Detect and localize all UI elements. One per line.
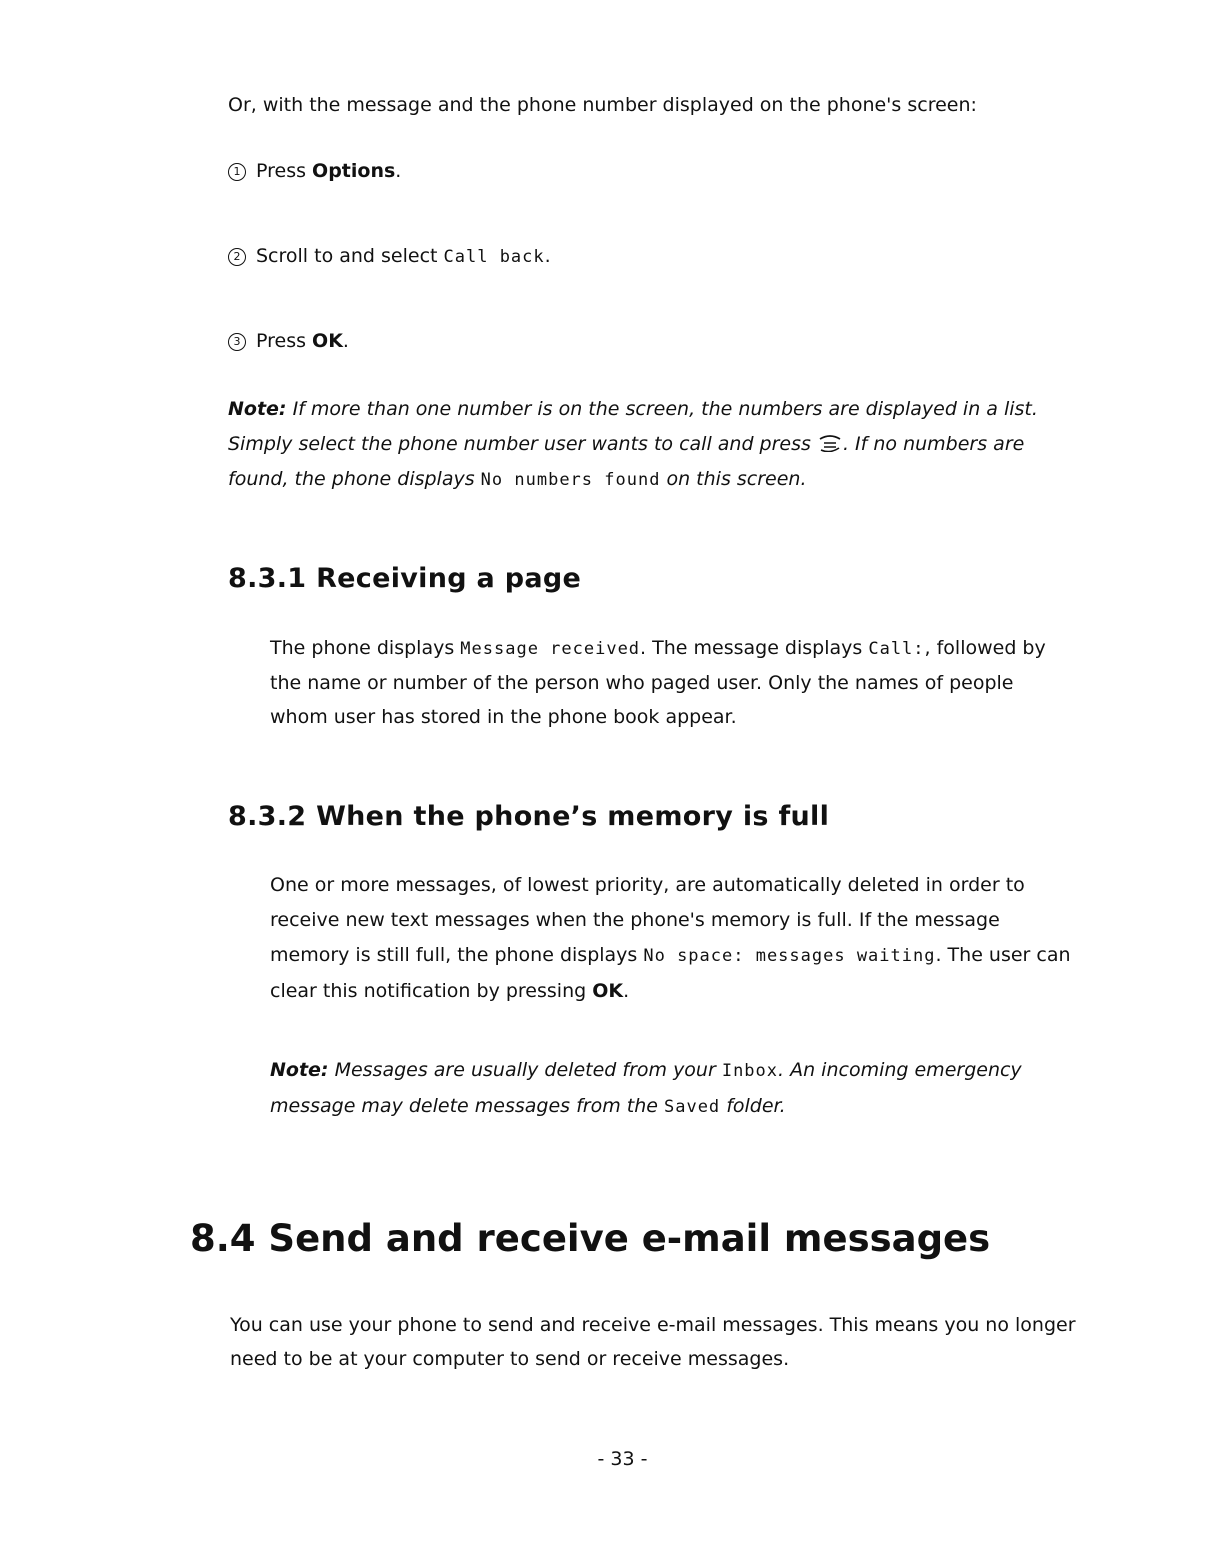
receiving-page-paragraph bbox=[270, 631, 1070, 734]
receiving-text-a: The phone displays bbox=[270, 637, 461, 659]
step-3 bbox=[228, 330, 349, 352]
step-number-2: 2 bbox=[228, 248, 246, 266]
memory-text-c: . bbox=[623, 980, 630, 1002]
folder-inbox: Inbox bbox=[721, 1061, 779, 1081]
step-2-text: Scroll to and select bbox=[256, 245, 444, 267]
step-1-text: Press bbox=[256, 160, 313, 182]
heading-send-receive-email: 8.4 Send and receive e-mail messages bbox=[190, 1217, 991, 1260]
screen-no-space-messages-waiting: No space: messages waiting bbox=[643, 946, 936, 966]
heading-memory-full: 8.3.2 When the phone’s memory is full bbox=[228, 801, 830, 832]
note2-text-a: Messages are usually deleted from your bbox=[328, 1059, 722, 1081]
step-3-text: Press bbox=[256, 330, 313, 352]
step-1-end: . bbox=[395, 160, 402, 182]
screen-call-label: Call: bbox=[868, 639, 925, 659]
note-label-2: Note: bbox=[270, 1059, 329, 1081]
memory-full-paragraph bbox=[270, 868, 1080, 1009]
note2-text-c: folder. bbox=[720, 1095, 786, 1117]
receiving-text-c: , followed by the name or number of the person who paged user. Only the names of people whom user has stored in the phone book appear. bbox=[270, 637, 1046, 728]
intro-text: Or, with the message and the phone number displayed on the phone's screen: bbox=[228, 94, 977, 116]
note2-text-b: . An incoming emergency message may delete messages from the bbox=[270, 1059, 1022, 1117]
step-1-key: Options bbox=[312, 160, 396, 182]
note-text-c: on this screen. bbox=[660, 468, 807, 490]
note-label: Note: bbox=[228, 398, 287, 420]
memory-text-b: . The user can clear this notification by pressing bbox=[270, 944, 1071, 1002]
note-call-back bbox=[228, 392, 1088, 498]
email-paragraph: You can use your phone to send and receive e-mail messages. This means you no longer need to be at your computer to send or receive messages. bbox=[230, 1314, 1076, 1370]
step-number-1: 1 bbox=[228, 163, 246, 181]
receiving-text-b: . The message displays bbox=[640, 637, 869, 659]
step-3-end: . bbox=[342, 330, 349, 352]
screen-message-received: Message received bbox=[460, 639, 641, 659]
note-deleted-messages bbox=[270, 1053, 1030, 1125]
note-screen-message: No numbers found bbox=[480, 470, 661, 490]
step-number-3: 3 bbox=[228, 333, 246, 351]
folder-saved: Saved bbox=[663, 1097, 721, 1117]
call-key-icon bbox=[817, 434, 843, 452]
note-text-a: If more than one number is on the screen, the numbers are displayed in a list. Simply select the phone number user wants to call and press bbox=[228, 398, 1038, 455]
step-2-menu-item: Call back bbox=[443, 247, 545, 267]
page-number: - 33 - bbox=[597, 1448, 648, 1470]
step-3-key: OK bbox=[312, 330, 343, 352]
heading-receiving-a-page: 8.3.1 Receiving a page bbox=[228, 563, 582, 594]
memory-text-a: One or more messages, of lowest priority, are automatically deleted in order to receive new text messages when the phone's memory is full. If the message memory is still full, the phone displays bbox=[270, 874, 1025, 966]
step-1 bbox=[228, 160, 401, 182]
step-2-end: . bbox=[544, 245, 551, 267]
step-2 bbox=[228, 245, 551, 267]
memory-ok-key: OK bbox=[592, 980, 624, 1002]
note-text-b: . If no numbers are found, the phone displays bbox=[228, 433, 1025, 490]
